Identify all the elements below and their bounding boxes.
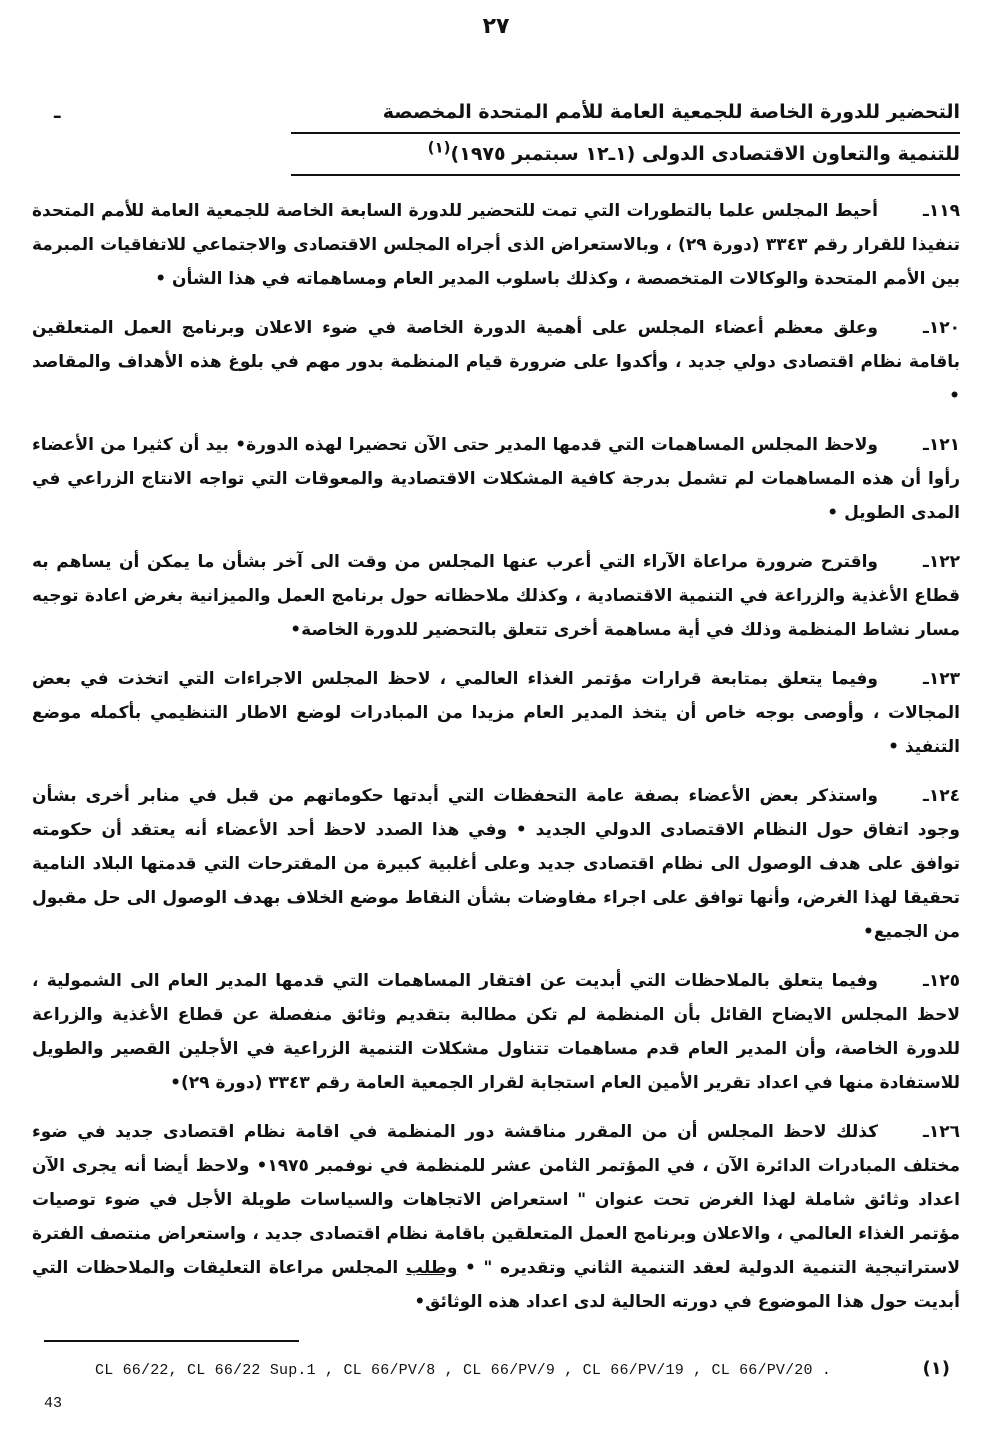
paragraph-123	[32, 662, 960, 764]
paragraph-text-before: كذلك لاحظ المجلس أن من المقرر مناقشة دور المنظمة في اقامة نظام اقتصادى جديد في ضوء مختلف المبادرات الدائرة الآن ، في المؤتمر الثامن عشر للمنظمة في نوفمبر ١٩٧٥• ولاحظ أيضا أنه يجرى الآن اعداد وثائق شاملة لهذا الغرض تحت عنوان " استعراض الاتجاهات والسياسات طويلة الأجل في ضوء توصيات مؤتمر الغذاء العالمي ، والاعلان وبرنامج العمل المتعلقين باقامة نظام اقتصادى جديد ، واستعراض منتصف الفترة لاستراتيجية التنمية الدولية لعقد التنمية الثاني وتقديره " •	[32, 1122, 960, 1278]
paragraph-number: ١١٩ـ	[923, 201, 960, 221]
document-body	[32, 194, 960, 1334]
paragraph-text: أحيط المجلس علما بالتطورات التي تمت للتحضير للدورة السابعة الخاصة للجمعية العامة للأمم المتحدة تنفيذا للقرار رقم ٣٣٤٣ (دورة ٢٩) ، وبالاستعراض الذى أجراه المجلس الاقتصادى والاجتماعي للاتفاقيات المبرمة بين الأمم المتحدة والوكالات المتخصصة ، وكذلك باسلوب المدير العام ومساهماته في هذا الشأن •	[32, 201, 960, 289]
paragraph-number: ١٢٦ـ	[923, 1122, 960, 1142]
paragraph-124	[32, 779, 960, 949]
document-code: 43	[44, 1395, 63, 1412]
paragraph-text: وفيما يتعلق بمتابعة قرارات مؤتمر الغذاء العالمي ، لاحظ المجلس الاجراءات التي اتخذت في بعض المجالات ، وأوصى بوجه خاص أن يتخذ المدير العام مزيدا من المبادرات لوضع الاطار التنظيمي بأكمله موضع التنفيذ •	[32, 669, 960, 757]
paragraph-121	[32, 428, 960, 530]
footnote-separator-rule	[44, 1340, 299, 1342]
heading-line-1: التحضير للدورة الخاصة للجمعية العامة للأمم المتحدة المخصصة	[291, 92, 961, 134]
paragraph-text-after: المجلس مراعاة التعليقات والملاحظات التي أبديت حول هذا الموضوع في دورته الحالية لدى اعداد هذه الوثائق•	[32, 1258, 960, 1312]
underlined-word: وطلب	[405, 1258, 458, 1278]
paragraph-119	[32, 194, 960, 296]
heading-line-2	[291, 134, 961, 176]
paragraph-number: ١٢١ـ	[923, 435, 960, 455]
paragraph-text: واقترح ضرورة مراعاة الآراء التي أعرب عنها المجلس من وقت الى آخر بشأن ما يمكن أن يساهم به قطاع الأغذية والزراعة في التنمية الاقتصادية ، وكذلك ملاحظاته حول برنامج العمل والميزانية بغرض اعادة توجيه مسار نشاط المنظمة وذلك في أية مساهمة أخرى تتعلق بالتحضير للدورة الخاصة•	[32, 552, 960, 640]
footnote-reference: (١)	[427, 138, 451, 157]
paragraph-number: ١٢٤ـ	[923, 786, 960, 806]
paragraph-text: وعلق معظم أعضاء المجلس على أهمية الدورة الخاصة في ضوء الاعلان وبرنامج العمل المتعلقين باقامة نظام اقتصادى دولي جديد ، وأكدوا على ضرورة قيام المنظمة بدور مهم في بلوغ هذه الأهداف والمقاصد •	[32, 318, 960, 406]
heading-dash: ـ	[54, 101, 61, 123]
page-number: ٢٧	[482, 14, 510, 39]
paragraph-text: ولاحظ المجلس المساهمات التي قدمها المدير حتى الآن تحضيرا لهذه الدورة• بيد أن كثيرا من الأعضاء رأوا أن هذه المساهمات لم تشمل بدرجة كافية المشكلات الاقتصادية والمعوقات التي تواجه الانتاج الزراعي في المدى الطويل •	[32, 435, 960, 523]
paragraph-text: وفيما يتعلق بالملاحظات التي أبديت عن افتقار المساهمات التي قدمها المدير العام الى الشمولية ، لاحظ المجلس الايضاح القائل بأن المنظمة لم تكن مطالبة بتقديم وثائق منفصلة عن قطاع الأغذية والزراعة للدورة الخاصة، وأن المدير العام قدم مساهمات تتناول مشكلات التنمية الزراعية في الأجلين القصير والطويل للاستفادة منها في اعداد تقرير الأمين العام استجابة لقرار الجمعية العامة رقم ٣٣٤٣ (دورة ٢٩)•	[32, 971, 960, 1093]
paragraph-number: ١٢٠ـ	[923, 318, 960, 338]
paragraph-126	[32, 1115, 960, 1319]
footnote-marker: (١)	[922, 1358, 950, 1379]
paragraph-text: واستذكر بعض الأعضاء بصفة عامة التحفظات التي أبدتها حكوماتهم من قبل في منابر أخرى بشأن وجود اتفاق حول النظام الاقتصادى الدولي الجديد • وفي هذا الصدد لاحظ أحد الأعضاء أنه يعتقد أن حكومته توافق على هدف الوصول الى نظام اقتصادى جديد وعلى أغلبية كبيرة من المقترحات التي قدمتها البلاد النامية تحقيقا لهذا الغرض، وأنها توافق على اجراء مفاوضات بشأن النقاط موضع الخلاف بهدف الوصول الى حل مقبول من الجميع•	[32, 786, 960, 942]
footnote-references: CL 66/22, CL 66/22 Sup.1 , CL 66/PV/8 , CL 66/PV/9 , CL 66/PV/19 , CL 66/PV/20 .	[95, 1362, 832, 1379]
paragraph-122	[32, 545, 960, 647]
paragraph-number: ١٢٥ـ	[923, 971, 960, 991]
heading-line-2-text: للتنمية والتعاون الاقتصادى الدولى (١ـ١٢ سبتمبر ١٩٧٥)	[450, 143, 960, 165]
section-heading-block	[32, 92, 960, 176]
paragraph-125	[32, 964, 960, 1100]
paragraph-120	[32, 311, 960, 413]
section-heading	[291, 92, 961, 176]
paragraph-number: ١٢٢ـ	[923, 552, 960, 572]
footnote	[95, 1358, 960, 1379]
paragraph-number: ١٢٣ـ	[923, 669, 960, 689]
